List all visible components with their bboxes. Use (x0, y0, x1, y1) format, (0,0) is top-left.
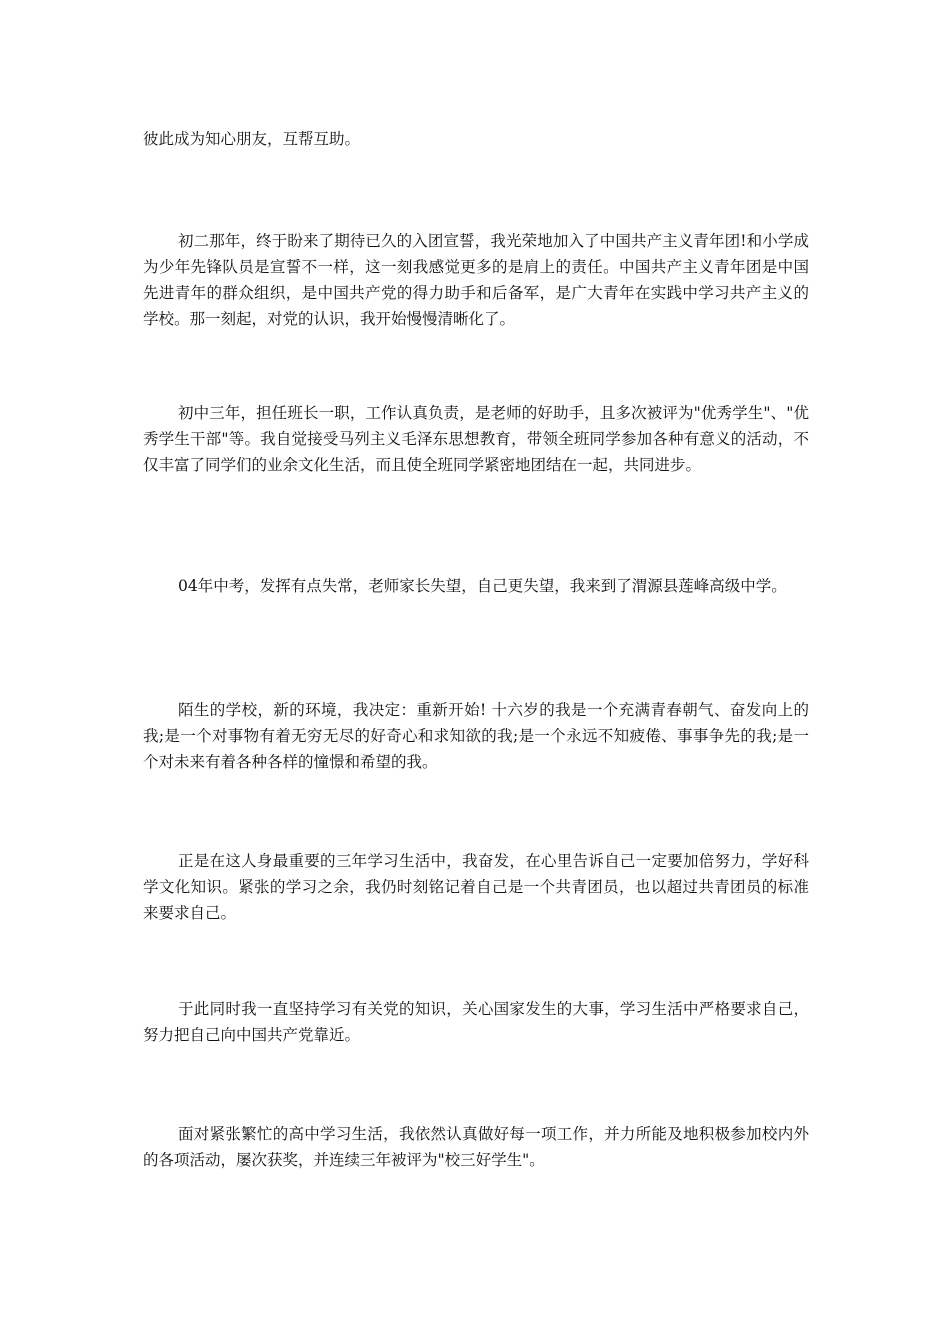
paragraph-high-school-activities: 面对紧张繁忙的高中学习生活，我依然认真做好每一项工作，并力所能及地积极参加校内外的各项活动，屡次获奖，并连续三年被评为"校三好学生"。 (143, 1125, 809, 1169)
paragraph-study-life: 正是在这人身最重要的三年学习生活中，我奋发，在心里告诉自己一定要加倍努力，学好科学文化知识。紧张的学习之余，我仍时刻铭记着自己是一个共青团员，也以超过共青团员的标准来要求自己。 (143, 852, 809, 922)
paragraph-class-monitor: 初中三年，担任班长一职，工作认真负责，是老师的好助手，且多次被评为"优秀学生"、"优秀学生干部"等。我自觉接受马列主义毛泽东思想教育，带领全班同学参加各种有意义的活动，不仅丰富了同学们的业余文化生活，而且使全班同学紧密地团结在一起，共同进步。 (143, 404, 809, 474)
paragraph-party-knowledge: 于此同时我一直坚持学习有关党的知识，关心国家发生的大事，学习生活中严格要求自己，努力把自己向中国共产党靠近。 (143, 1000, 809, 1044)
paragraph-entrance-exam: 04年中考，发挥有点失常，老师家长失望，自己更失望，我来到了渭源县莲峰高级中学。 (178, 577, 787, 595)
paragraph-league-oath: 初二那年，终于盼来了期待已久的入团宣誓，我光荣地加入了中国共产主义青年团!和小学成为少年先锋队员是宣誓不一样，这一刻我感觉更多的是肩上的责任。中国共产主义青年团是中国先进青年的群众组织，是中国共产党的得力助手和后备军，是广大青年在实践中学习共产主义的学校。那一刻起，对党的认识，我开始慢慢清晰化了。 (143, 232, 809, 328)
paragraph-new-school: 陌生的学校，新的环境，我决定：重新开始! 十六岁的我是一个充满青春朝气、奋发向上的我;是一个对事物有着无穷无尽的好奇心和求知欲的我;是一个永远不知疲倦、事事争先的我;是一个对未来有着各种各样的憧憬和希望的我。 (143, 701, 809, 771)
paragraph-continuation: 彼此成为知心朋友，互帮互助。 (143, 130, 361, 148)
